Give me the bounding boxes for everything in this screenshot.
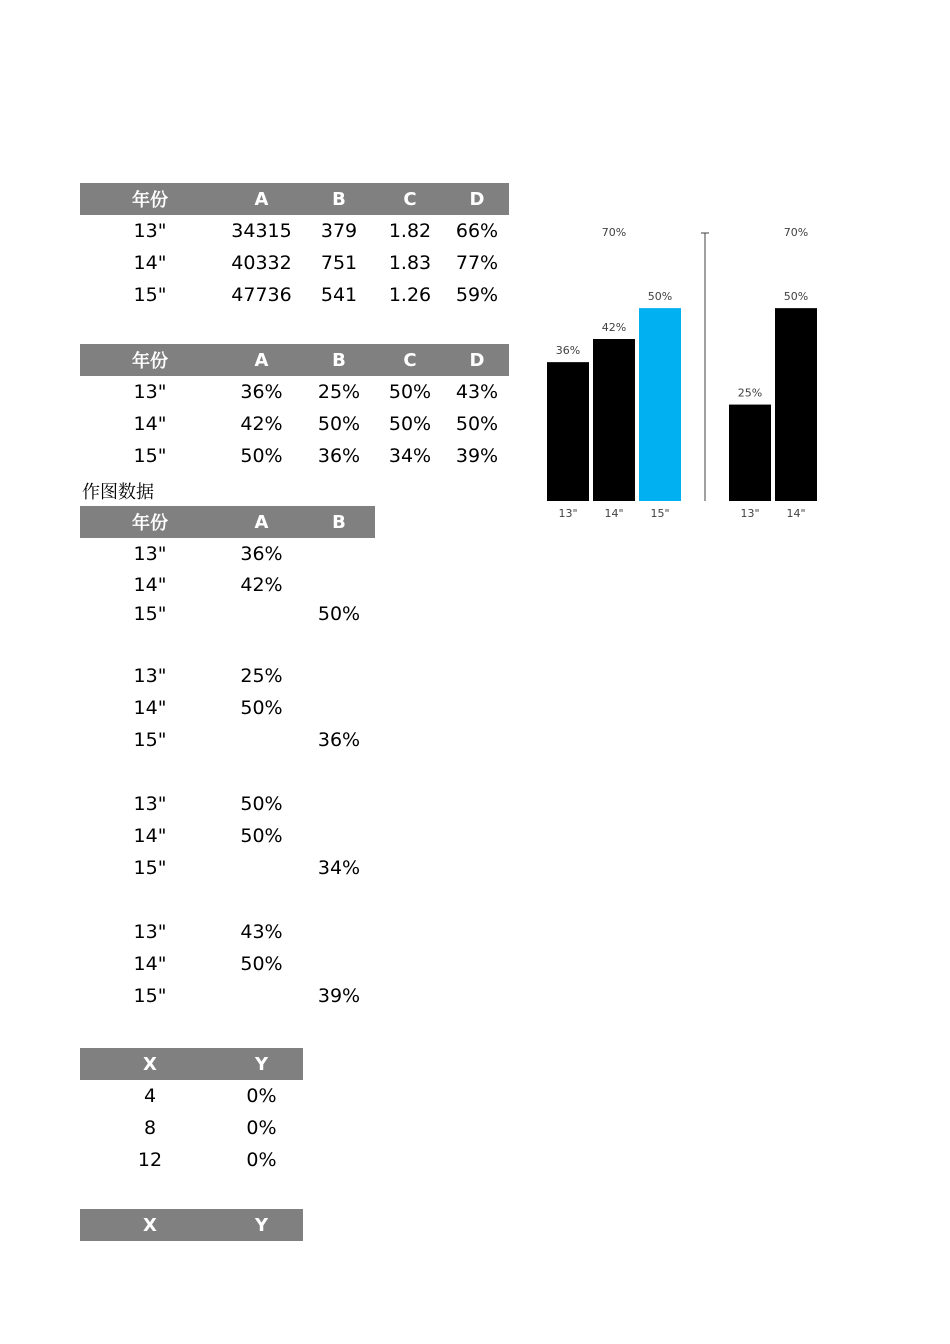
table-cell (220, 852, 303, 884)
bar-chart (530, 215, 830, 535)
bar (729, 405, 771, 501)
table-cell: 541 (320, 284, 358, 306)
table-cell: 42% (240, 413, 283, 435)
table-row (80, 1112, 303, 1144)
table-cell: 43% (240, 921, 283, 943)
plot-data-title: 作图数据 (82, 482, 154, 503)
table-cell: 36% (317, 445, 361, 467)
table-cell: 0% (246, 1117, 277, 1139)
plot-data-table (80, 506, 375, 1012)
table-cell (80, 628, 220, 660)
table-cell: 50% (240, 697, 283, 719)
xy-table-2 (80, 1209, 303, 1241)
table-row (80, 916, 375, 948)
column-header: X (80, 1048, 220, 1080)
table-cell (220, 724, 303, 756)
table-cell (303, 820, 375, 852)
max-label: 70% (601, 226, 627, 239)
table-row (80, 215, 509, 247)
table-cell: 15" (133, 445, 167, 467)
table-cell: 43% (455, 381, 499, 403)
column-header: A (220, 183, 303, 215)
tick-label: 13" (558, 507, 578, 520)
table-cell: 36% (240, 381, 283, 403)
table-row (80, 247, 509, 279)
table-cell (303, 884, 375, 916)
bar (593, 339, 635, 501)
data-table-raw (80, 183, 509, 311)
table-row (80, 440, 509, 472)
table-row (80, 788, 375, 820)
column-header: D (445, 344, 509, 376)
table-cell: 34% (388, 445, 432, 467)
table-cell (220, 756, 303, 788)
table-cell: 39% (317, 985, 361, 1007)
table-cell (303, 538, 375, 570)
table-cell (303, 756, 375, 788)
column-header: Y (220, 1048, 303, 1080)
tick-label: 14" (786, 507, 806, 520)
table-cell (220, 884, 303, 916)
data-label: 50% (647, 290, 673, 304)
table-row (80, 279, 509, 311)
table-cell: 379 (320, 220, 358, 242)
table-cell: 14" (133, 953, 167, 975)
column-header: 年份 (80, 506, 220, 538)
table-cell: 1.82 (388, 220, 432, 242)
table-cell: 13" (133, 220, 167, 242)
column-header: A (220, 506, 303, 538)
table-cell: 13" (133, 543, 167, 565)
table-cell: 36% (240, 543, 283, 565)
table-header-row (80, 1048, 303, 1080)
table-cell (303, 948, 375, 980)
table-row (80, 724, 375, 756)
column-header: A (220, 344, 303, 376)
table-row (80, 599, 375, 628)
table-cell (303, 660, 375, 692)
table-cell: 15" (133, 602, 167, 625)
table-cell (80, 756, 220, 788)
table-cell: 50% (240, 445, 283, 467)
table-row (80, 852, 375, 884)
table-row (80, 1144, 303, 1176)
table-row (80, 948, 375, 980)
bar (547, 362, 589, 501)
table-row (80, 660, 375, 692)
column-header: X (80, 1209, 220, 1241)
table-cell: 13" (133, 381, 167, 403)
table-row (80, 692, 375, 724)
table-cell: 47736 (231, 284, 292, 306)
table-cell: 13" (133, 793, 167, 815)
table-row (80, 884, 375, 916)
tick-label: 14" (604, 507, 624, 520)
bar (775, 308, 817, 501)
table-cell: 50% (388, 413, 432, 435)
data-label: 25% (737, 386, 763, 400)
column-header: 年份 (80, 344, 220, 376)
table-cell: 40332 (231, 252, 292, 274)
table-cell: 14" (133, 413, 167, 435)
table-cell: 14" (133, 697, 167, 719)
table-cell (220, 980, 303, 1012)
table-cell: 36% (317, 729, 361, 751)
column-header: Y (220, 1209, 303, 1241)
table-cell: 50% (240, 953, 283, 975)
table-cell: 15" (133, 857, 167, 879)
table-row (80, 756, 375, 788)
column-header: C (375, 183, 445, 215)
table-cell: 0% (246, 1085, 277, 1107)
table-cell: 8 (143, 1117, 157, 1139)
data-label: 42% (601, 321, 627, 334)
table-cell (220, 628, 303, 660)
table-cell: 25% (240, 665, 283, 687)
table-header-row (80, 344, 509, 376)
table-cell: 66% (455, 220, 499, 242)
table-row (80, 980, 375, 1012)
table-cell: 25% (317, 381, 361, 403)
table-cell: 42% (240, 573, 283, 596)
table-cell: 751 (320, 252, 358, 274)
data-label: 50% (783, 290, 809, 304)
data-table-percent (80, 344, 509, 472)
column-header: B (303, 344, 375, 376)
column-header: B (303, 183, 375, 215)
table-row (80, 570, 375, 599)
column-header: 年份 (80, 183, 220, 215)
table-header-row (80, 506, 375, 538)
table-cell (303, 788, 375, 820)
table-cell: 13" (133, 921, 167, 943)
table-cell: 77% (455, 252, 499, 274)
table-cell: 50% (317, 413, 361, 435)
table-cell (303, 570, 375, 599)
table-cell: 50% (317, 602, 361, 625)
tick-label: 13" (740, 507, 760, 520)
table-row (80, 538, 375, 570)
table-cell: 12 (137, 1149, 163, 1171)
max-label: 70% (783, 226, 809, 239)
column-header: C (375, 344, 445, 376)
table-row (80, 1080, 303, 1112)
table-cell (303, 692, 375, 724)
table-cell (303, 628, 375, 660)
table-cell: 14" (133, 573, 167, 596)
xy-table (80, 1048, 303, 1176)
column-header: D (445, 183, 509, 215)
table-cell: 15" (133, 284, 167, 306)
table-header-row (80, 1209, 303, 1241)
table-cell: 50% (240, 793, 283, 815)
table-row (80, 408, 509, 440)
table-row (80, 820, 375, 852)
table-header-row (80, 183, 509, 215)
table-cell: 50% (455, 413, 499, 435)
table-row (80, 628, 375, 660)
table-cell: 15" (133, 729, 167, 751)
table-cell: 34% (317, 857, 361, 879)
table-cell: 1.83 (388, 252, 432, 274)
table-cell (303, 916, 375, 948)
table-cell: 34315 (231, 220, 292, 242)
table-cell: 13" (133, 665, 167, 687)
table-cell: 15" (133, 985, 167, 1007)
table-row (80, 376, 509, 408)
table-cell: 0% (246, 1149, 277, 1171)
table-cell: 59% (455, 284, 499, 306)
column-header: B (303, 506, 375, 538)
table-cell: 4 (143, 1085, 157, 1107)
table-cell: 14" (133, 825, 167, 847)
table-cell: 14" (133, 252, 167, 274)
table-cell: 1.26 (388, 284, 432, 306)
table-cell: 50% (388, 381, 432, 403)
tick-label: 15" (650, 507, 670, 520)
table-cell (220, 599, 303, 628)
table-cell: 39% (455, 445, 499, 467)
data-label: 36% (555, 344, 581, 358)
bar (639, 308, 681, 501)
table-cell: 50% (240, 825, 283, 847)
table-cell (80, 884, 220, 916)
